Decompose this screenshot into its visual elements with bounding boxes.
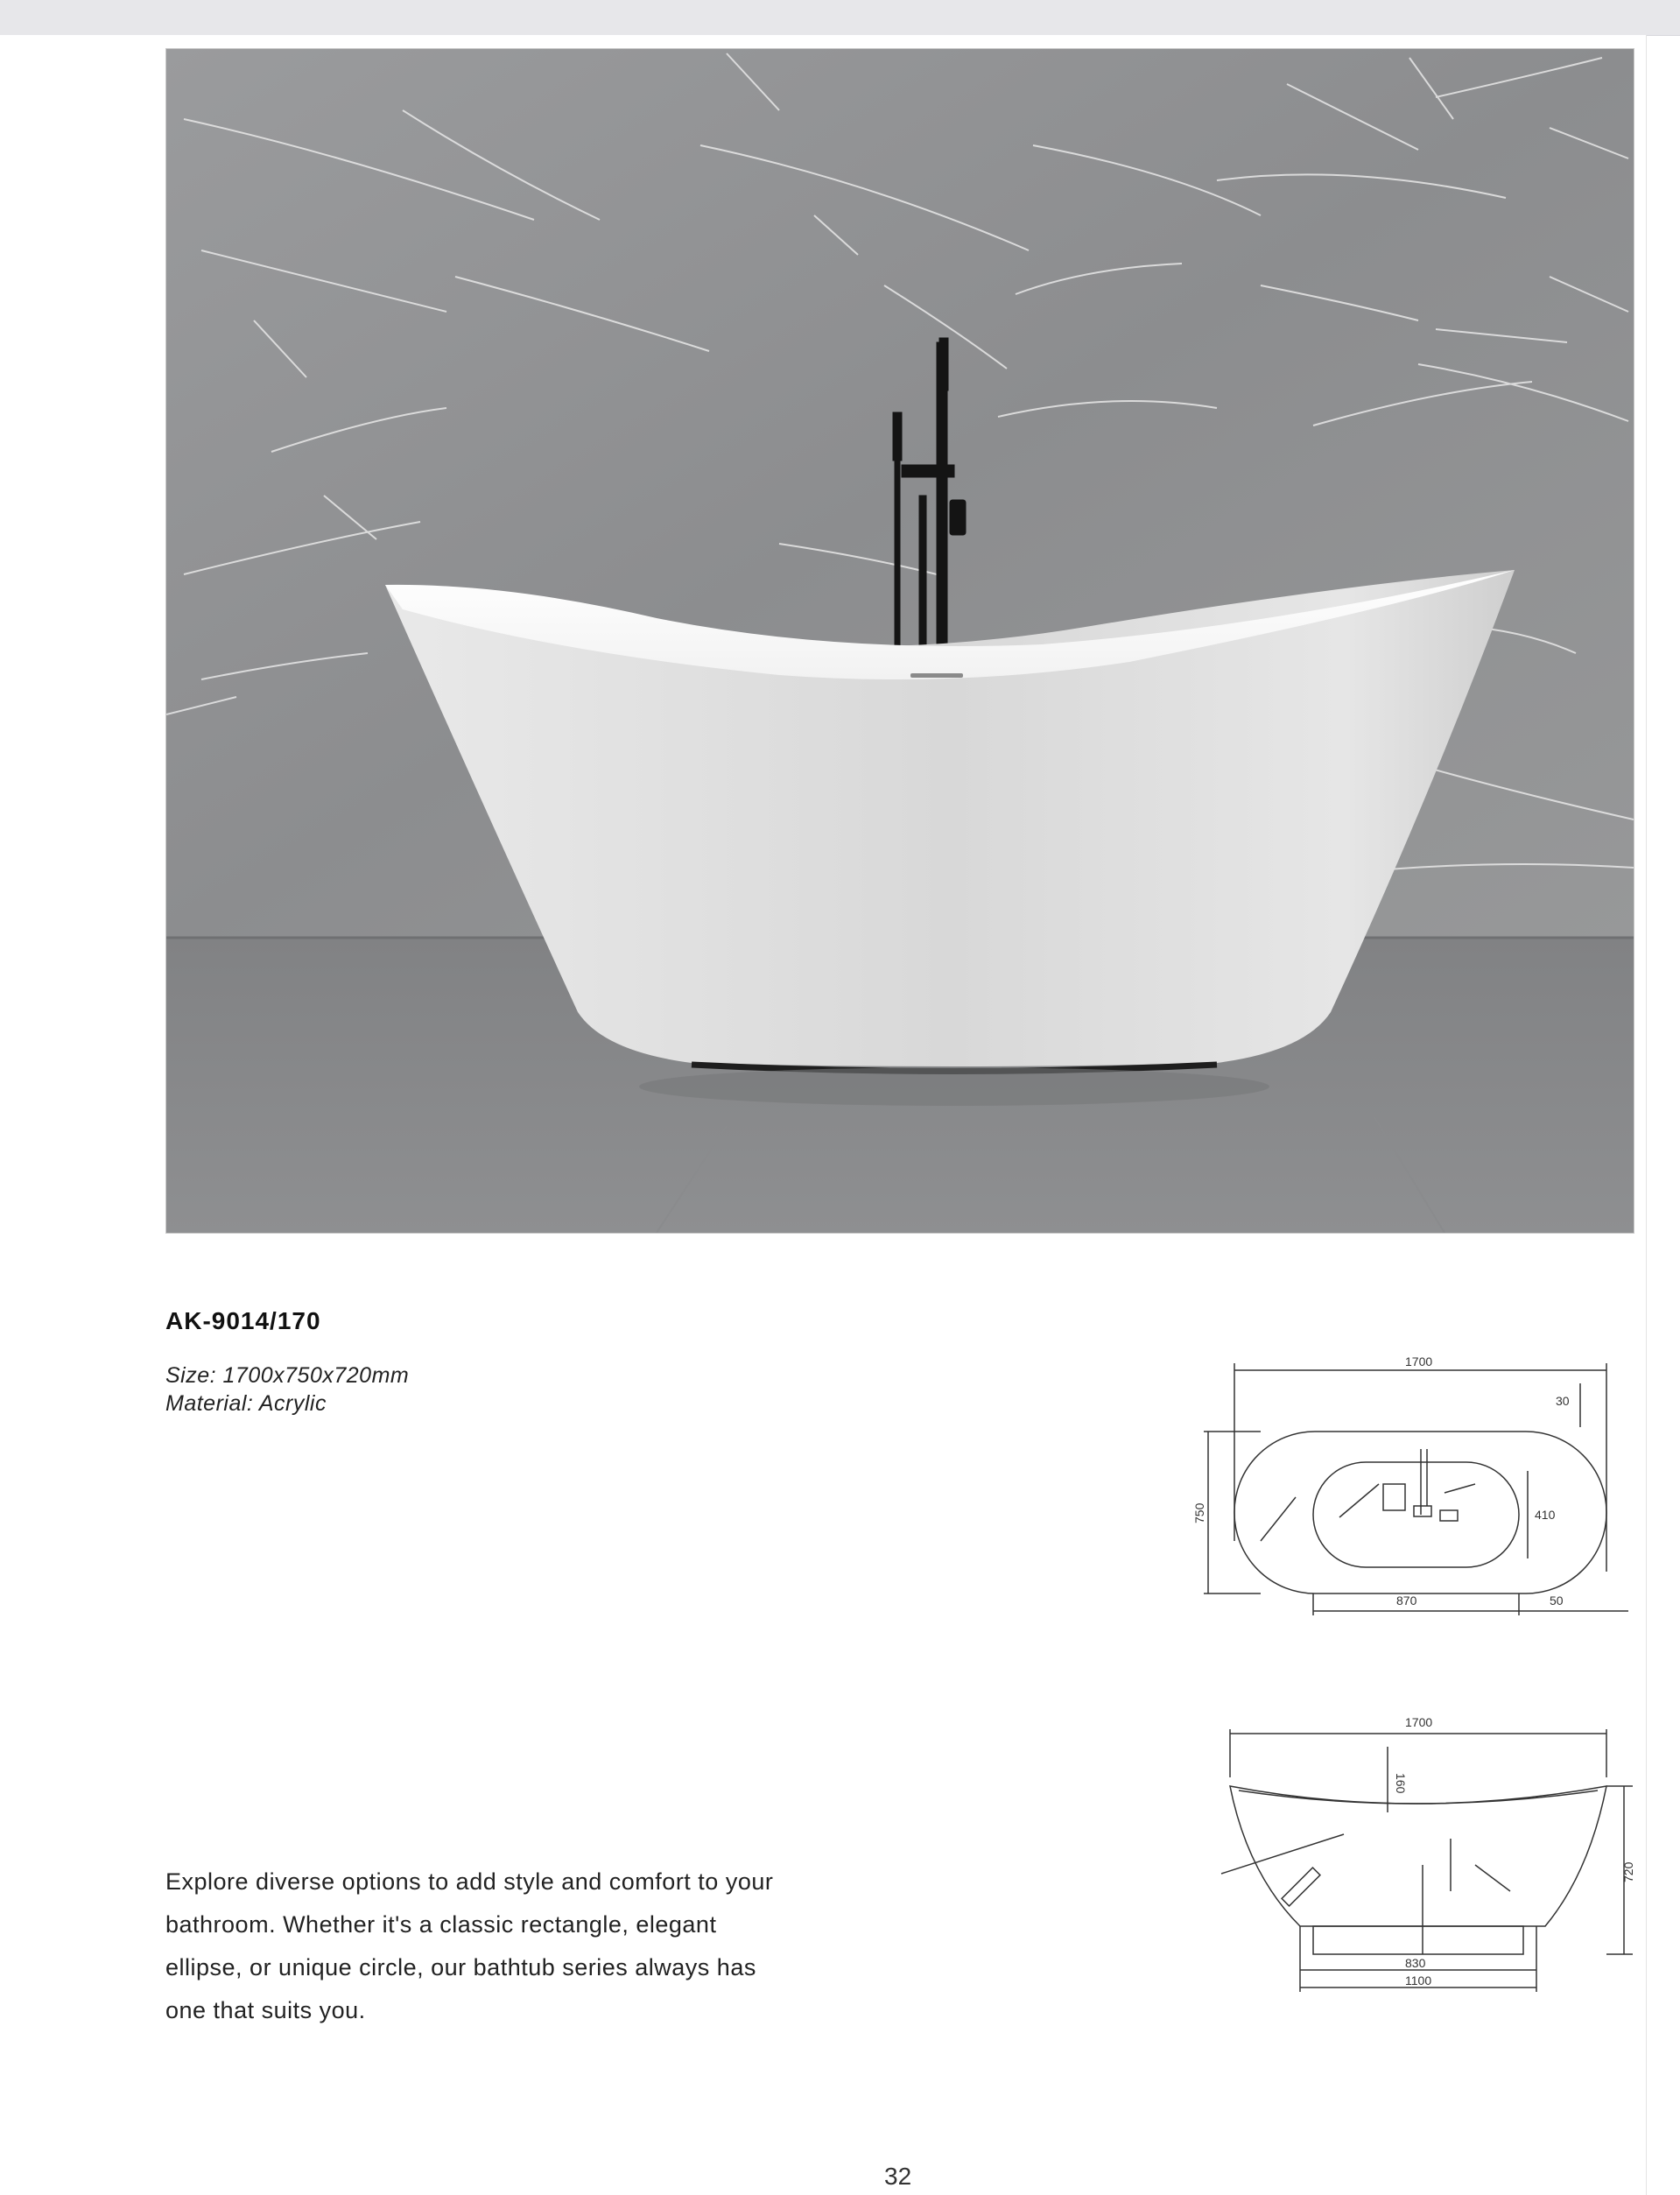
top-edge-offset-label: 30 (1556, 1394, 1570, 1408)
product-photo (165, 48, 1634, 1234)
viewer-top-bar (0, 0, 1680, 36)
side-view-drawing (1221, 1707, 1641, 1996)
product-size: Size: 1700x750x720mm (165, 1363, 410, 1388)
product-model: AK-9014/170 (165, 1307, 321, 1334)
product-description: Explore diverse options to add style and comfort to your bathroom. Whether it's a classic rectangle, elegant ellipse, or unique circle, our bathtub series always has one that suits you. (165, 1868, 774, 2023)
top-rim-offset-label: 50 (1550, 1593, 1564, 1608)
side-drain-height-label: 160 (1394, 1773, 1408, 1794)
page-number: 32 (884, 2163, 912, 2190)
top-width-label: 750 (1192, 1502, 1206, 1523)
top-length-label: 1700 (1405, 1354, 1433, 1368)
top-inner-width-label: 410 (1535, 1508, 1556, 1522)
side-base-inner-label: 830 (1405, 1956, 1426, 1970)
top-view-drawing (1192, 1353, 1633, 1633)
side-length-label: 1700 (1405, 1715, 1433, 1729)
side-base-outer-label: 1100 (1405, 1973, 1432, 1987)
top-inner-length-label: 870 (1396, 1593, 1417, 1608)
side-height-label: 720 (1621, 1861, 1635, 1882)
product-material: Material: Acrylic (165, 1391, 327, 1416)
